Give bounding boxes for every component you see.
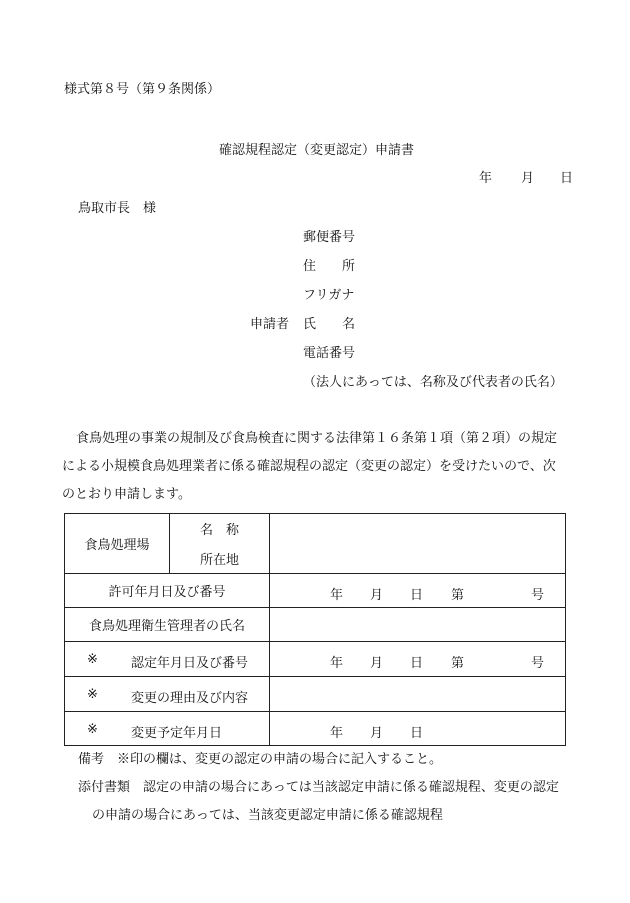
remarks-biko: 備考 ※印の欄は、変更の認定の申請の場合に記入すること。 [78,752,443,767]
reason-value-cell[interactable] [270,677,566,712]
cert-day: 日 [410,656,424,671]
permit-value-cell[interactable] [270,574,566,608]
applicant-furigana: フリガナ [303,288,355,303]
plant-name-label: 名 称 [199,523,239,539]
cert-month: 月 [370,656,384,671]
body-line-1: 食鳥処理の事業の規制及び食鳥検査に関する法律第１６条第１項（第２項）の規定 [76,431,558,446]
planned-value-cell[interactable] [270,712,566,746]
planned-label-cell [65,712,270,746]
planned-mark: ※ [87,722,98,737]
date-month: 月 [521,171,535,186]
reason-mark: ※ [87,687,98,702]
body-paragraph [62,425,582,509]
cert-label-cell [65,642,270,677]
form-number: 様式第８号（第９条関係） [64,82,221,97]
plant-location-label-cell [170,544,270,574]
cert-label: 認定年月日及び番号 [131,656,249,671]
application-table [64,513,566,746]
manager-label-cell [65,608,270,642]
page-title: 確認規程認定（変更認定）申請書 [219,143,415,158]
planned-label: 変更予定年月日 [131,726,223,741]
permit-label: 許可年月日及び番号 [108,585,226,600]
plant-value-cell[interactable] [270,514,566,574]
addressee: 鳥取市長 様 [78,201,157,216]
cert-mark: ※ [87,652,98,667]
remarks-attachments-line-1: 添付書類 認定の申請の場合にあっては当該認定申請に係る確認規程、変更の認定 [78,780,559,795]
permit-month: 月 [370,588,384,603]
manager-value-cell[interactable] [270,608,566,642]
table-row-cert [65,642,566,677]
applicant-address: 住 所 [303,259,356,274]
table-row-manager [65,608,566,642]
applicant-label: 申請者 [250,317,290,332]
reason-label: 変更の理由及び内容 [131,691,249,706]
cert-year: 年 [330,656,344,671]
cert-value-cell[interactable] [270,642,566,677]
manager-label: 食鳥処理衛生管理者の氏名 [88,619,245,634]
table-row-plant-name [65,514,566,544]
applicant-phone: 電話番号 [303,346,356,361]
planned-month: 月 [370,726,384,741]
table-row-reason [65,677,566,712]
plant-location-label: 所在地 [199,552,239,568]
planned-year: 年 [330,726,344,741]
cert-go: 号 [531,656,545,671]
applicant-note: （法人にあっては、名称及び代表者の氏名） [303,375,563,390]
body-line-2: による小規模食鳥処理業者に係る確認規程の認定（変更の認定）を受けたいので、次 [62,459,556,474]
table-row-planned [65,712,566,746]
reason-label-cell [65,677,270,712]
date-year: 年 [479,171,493,186]
permit-go: 号 [531,588,545,603]
plant-label: 食鳥処理場 [84,538,150,553]
applicant-name: 氏 名 [303,317,356,332]
permit-day: 日 [410,588,424,603]
plant-label-cell [65,514,170,574]
date-day: 日 [560,171,574,186]
permit-year: 年 [330,588,344,603]
permit-dai: 第 [451,588,465,603]
table-row-permit [65,574,566,608]
applicant-postal-code: 郵便番号 [303,230,356,245]
plant-name-label-cell [170,514,270,544]
cert-dai: 第 [451,656,465,671]
permit-label-cell [65,574,270,608]
remarks-attachments-line-2: の申請の場合にあっては、当該変更認定申請に係る確認規程 [92,808,443,823]
planned-day: 日 [410,726,424,741]
body-line-3: のとおり申請します。 [62,487,191,502]
